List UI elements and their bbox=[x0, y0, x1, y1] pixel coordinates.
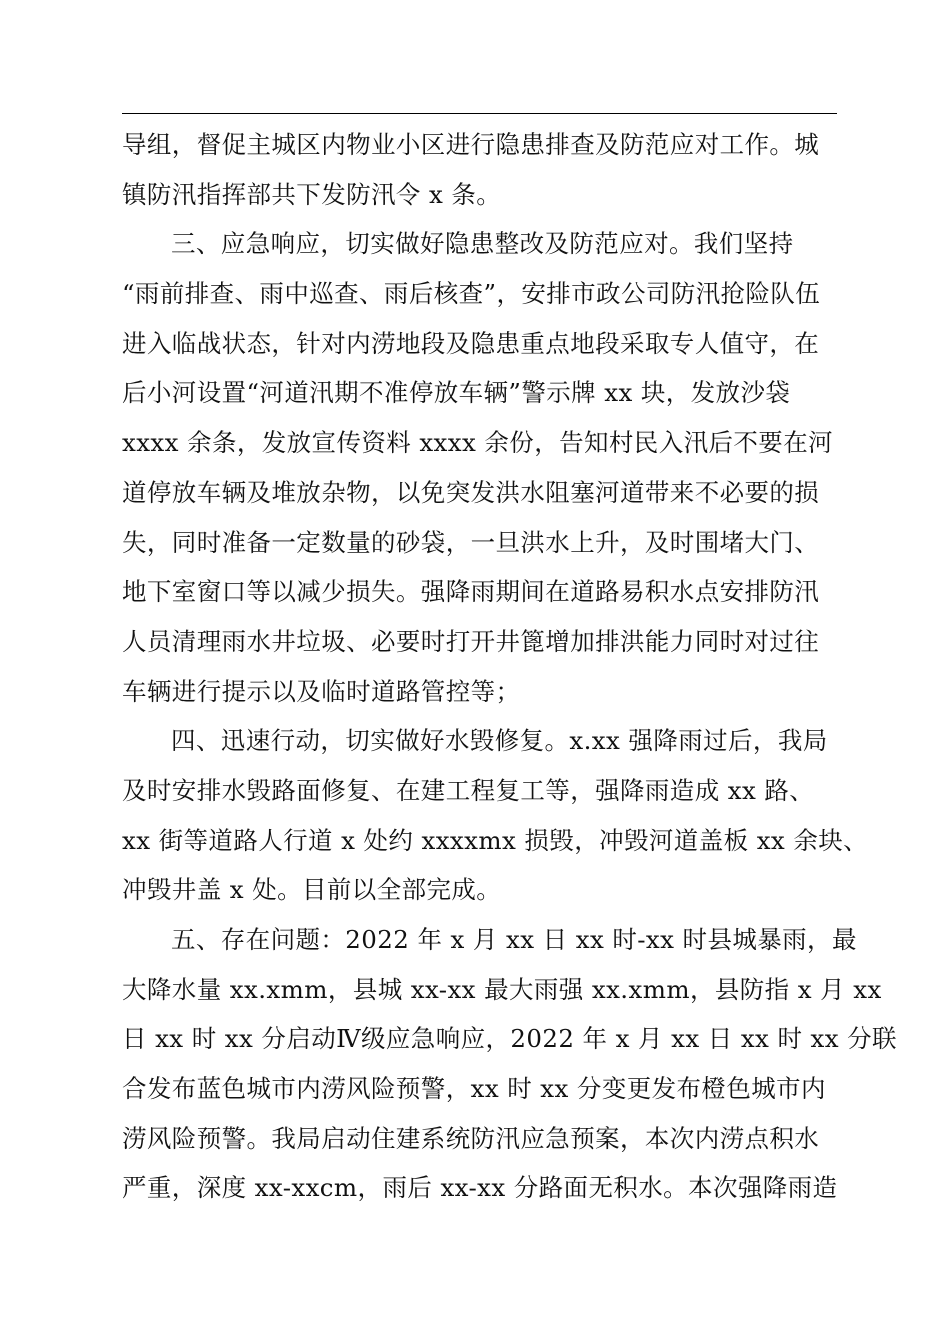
text-line: “雨前排查、雨中巡查、雨后核查”，安排市政公司防汛抢险队伍 bbox=[122, 279, 821, 309]
text-line: 日 xx 时 xx 分启动Ⅳ级应急响应，2022 年 x 月 xx 日 xx 时 xx 分联 bbox=[122, 1024, 897, 1054]
text-line: 进入临战状态，针对内涝地段及隐患重点地段采取专人值守，在 bbox=[122, 328, 820, 358]
text-line: 三、应急响应，切实做好隐患整改及防范应对。我们坚持 bbox=[171, 229, 794, 259]
text-line: 涝风险预警。我局启动住建系统防汛应急预案，本次内涝点积水 bbox=[122, 1123, 820, 1153]
text-line: xxxx 余条，发放宣传资料 xxxx 余份，告知村民入汛后不要在河 bbox=[122, 428, 833, 458]
text-line: 地下室窗口等以减少损失。强降雨期间在道路易积水点安排防汛 bbox=[122, 577, 820, 607]
text-line: 大降水量 xx.xmm，县城 xx-xx 最大雨强 xx.xmm，县防指 x 月 xx bbox=[122, 974, 882, 1004]
text-line: 四、迅速行动，切实做好水毁修复。x.xx 强降雨过后，我局 bbox=[171, 726, 828, 756]
text-line: 失，同时准备一定数量的砂袋，一旦洪水上升，及时围堵大门、 bbox=[122, 527, 820, 557]
text-line: 后小河设置“河道汛期不准停放车辆”警示牌 xx 块，发放沙袋 bbox=[122, 378, 791, 408]
text-line: 严重，深度 xx-xxcm，雨后 xx-xx 分路面无积水。本次强降雨造 bbox=[122, 1173, 838, 1203]
text-line: 及时安排水毁路面修复、在建工程复工等，强降雨造成 xx 路、 bbox=[122, 775, 815, 805]
text-line: 合发布蓝色城市内涝风险预警，xx 时 xx 分变更发布橙色城市内 bbox=[122, 1074, 826, 1104]
text-line: xx 街等道路人行道 x 处约 xxxxmx 损毁，冲毁河道盖板 xx 余块、 bbox=[122, 825, 869, 855]
text-line: 导组，督促主城区内物业小区进行隐患排查及防范应对工作。城 bbox=[122, 130, 820, 159]
text-line: 道停放车辆及堆放杂物，以免突发洪水阻塞河道带来不必要的损 bbox=[122, 477, 820, 507]
text-line: 五、存在问题：2022 年 x 月 xx 日 xx 时-xx 时县城暴雨，最 bbox=[171, 925, 857, 954]
text-line: 车辆进行提示以及临时道路管控等； bbox=[122, 676, 521, 706]
text-line: 冲毁井盖 x 处。目前以全部完成。 bbox=[122, 875, 502, 905]
text-line: 镇防汛指挥部共下发防汛令 x 条。 bbox=[122, 179, 502, 209]
body-text bbox=[122, 120, 897, 1213]
header-rule bbox=[122, 113, 837, 114]
text-line: 人员清理雨水井垃圾、必要时打开井篦增加排洪能力同时对过往 bbox=[122, 626, 820, 656]
